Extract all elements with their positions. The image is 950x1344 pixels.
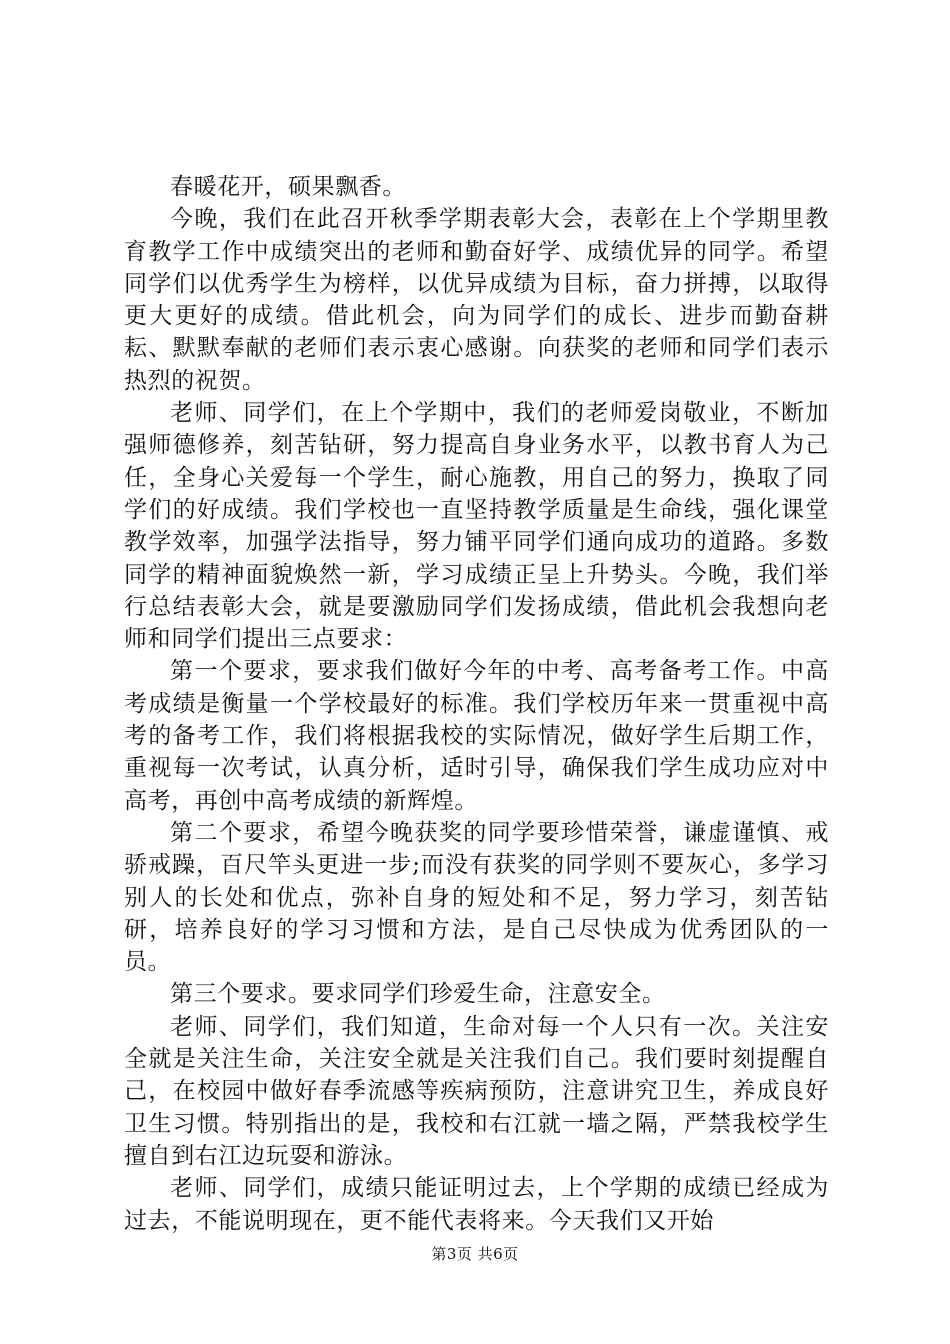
page-footer: 第3页 共6页 bbox=[431, 1245, 519, 1263]
paragraph-6: 第三个要求。要求同学们珍爱生命，注意安全。 bbox=[170, 981, 666, 1008]
paragraph-7: 老师、同学们，我们知道，生命对每一个人只有一次。关注安全就是关注生命，关注安全就是关注我们自己。我们要时刻提醒自己，在校园中做好春季流感等疾病预防，注意讲究卫生，养成良好卫生习惯。特别指出的是，我校和右江就一墙之隔，严禁我校学生擅自到右江边玩耍和游泳。 bbox=[124, 1013, 829, 1169]
paragraph-2: 今晚，我们在此召开秋季学期表彰大会，表彰在上个学期里教育教学工作中成绩突出的老师和勤奋好学、成绩优异的同学。希望同学们以优秀学生为榜样，以优异成绩为目标，奋力拼搏，以取得更大更好的成绩。借此机会，向为同学们的成长、进步而勤奋耕耘、默默奉献的老师们表示衷心感谢。向获奖的老师和同学们表示热烈的祝贺。 bbox=[124, 206, 829, 394]
paragraph-8: 老师、同学们，成绩只能证明过去，上个学期的成绩已经成为过去，不能说明现在，更不能代表将来。今天我们又开始 bbox=[124, 1175, 829, 1234]
document-body bbox=[124, 171, 829, 1237]
paragraph-5: 第二个要求，希望今晚获奖的同学要珍惜荣誉，谦虚谨慎、戒骄戒躁，百尺竿头更进一步;而没有获奖的同学则不要灰心，多学习别人的长处和优点，弥补自身的短处和不足，努力学习，刻苦钻研，培养良好的学习习惯和方法，是自己尽快成为优秀团队的一员。 bbox=[124, 819, 829, 976]
paragraph-1: 春暖花开，硕果飘香。 bbox=[170, 174, 406, 200]
paragraph-4: 第一个要求，要求我们做好今年的中考、高考备考工作。中高考成绩是衡量一个学校最好的标准。我们学校历年来一贯重视中高考的备考工作，我们将根据我校的实际情况，做好学生后期工作，重视每一次考试，认真分析，适时引导，确保我们学生成功应对中高考，再创中高考成绩的新辉煌。 bbox=[124, 658, 829, 814]
paragraph-3: 老师、同学们，在上个学期中，我们的老师爱岗敬业，不断加强师德修养，刻苦钻研，努力提高自身业务水平，以教书育人为己任，全身心关爱每一个学生，耐心施教，用自己的努力，换取了同学们的好成绩。我们学校也一直坚持教学质量是生命线，强化课堂教学效率，加强学法指导，努力铺平同学们通向成功的道路。多数同学的精神面貌焕然一新，学习成绩正呈上升势头。今晚，我们举行总结表彰大会，就是要激励同学们发扬成绩，借此机会我想向老师和同学们提出三点要求： bbox=[124, 400, 829, 653]
